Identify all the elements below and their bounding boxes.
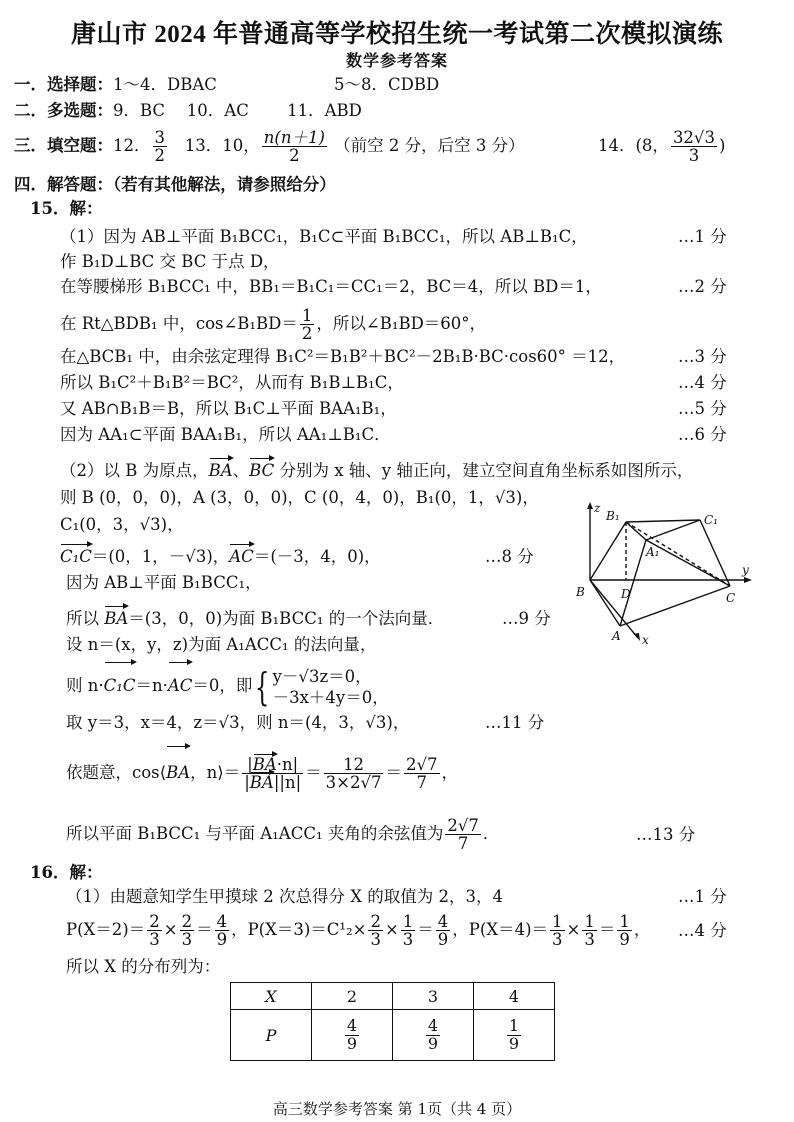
px2-f2 — [180, 913, 195, 949]
system-brace: { — [255, 664, 270, 709]
part2-label: 二．多选题： — [14, 101, 113, 120]
px2-label: P(X＝2)＝ — [66, 920, 146, 939]
table-row-header — [231, 983, 555, 1010]
part2-line — [14, 100, 362, 122]
q15-line-10: 则 B (0，0，0)，A (3，0，0)，C (0，4，0)，B₁(0，1，√3)， — [60, 488, 539, 507]
cosine-den-tail: ||n| — [273, 773, 302, 792]
cosine-den-head: | — [244, 773, 250, 792]
q15-line-16-c: ＝0，即 — [192, 676, 253, 695]
table-header-X: X — [231, 983, 312, 1010]
label-y: y — [742, 563, 749, 577]
q15-line-5: 在△BCB₁ 中，由余弦定理得 B₁C²＝B₁B²＋BC²－2B₁B·BC·cos60° ＝12， — [60, 347, 626, 366]
px4-f2-num: 1 — [584, 911, 595, 931]
q15-score-5: …5 分 — [678, 399, 727, 418]
coordinate-figure — [576, 500, 776, 650]
label-x: x — [642, 633, 649, 647]
table-header-3: 3 — [393, 983, 474, 1010]
table-cell-p4 — [474, 1010, 555, 1061]
table-cell-p3 — [393, 1010, 474, 1061]
q12-fraction — [153, 129, 168, 165]
px3-f2-den: 3 — [402, 930, 414, 949]
q15-line-18 — [66, 748, 458, 798]
q15-line-16 — [66, 664, 389, 708]
q15-line-4-a: 在 Rt△BDB₁ 中，cos∠B₁BD＝ — [60, 314, 298, 333]
px3-label: ，P(X＝3)＝C¹₂× — [231, 920, 367, 939]
px3-f2-num: 1 — [402, 911, 414, 931]
px4-eq: ＝ — [598, 920, 616, 939]
q15-line-19 — [66, 812, 499, 856]
part1-answers-b: 5～8．CDBD — [334, 75, 440, 94]
q15-score-8: …8 分 — [485, 547, 534, 566]
cosine-end: ， — [441, 763, 458, 782]
px2-f3 — [215, 913, 230, 949]
q15-line-1: （1）因为 AB⊥平面 B₁BCC₁，B₁C⊂平面 B₁BCC₁，所以 AB⊥B₁C， — [60, 227, 588, 246]
q15-score-4: …4 分 — [678, 373, 727, 392]
px2-f1-den: 3 — [149, 930, 160, 949]
vector-BC: BC — [249, 461, 275, 480]
q14-fraction — [671, 129, 717, 165]
cosine-fraction-1 — [242, 756, 303, 792]
q15-line-4 — [60, 304, 486, 344]
q15-score-13: …13 分 — [636, 825, 696, 844]
q14-line — [598, 124, 725, 168]
q16-line-2 — [66, 908, 650, 952]
p2-fraction — [345, 1015, 359, 1053]
px3-f3 — [436, 913, 451, 949]
edge-BB1 — [590, 522, 626, 580]
px4-times: × — [566, 920, 581, 939]
px2-f1-num: 2 — [149, 911, 160, 931]
q16-line-3: 所以 X 的分布列为： — [66, 957, 221, 976]
px4-end: ， — [633, 920, 651, 939]
vector-BA: BA — [208, 461, 233, 480]
q15-cos-den: 2 — [301, 324, 313, 343]
label-D: D — [621, 587, 631, 601]
q15-line-14-b: ＝(3，0，0)为面 B₁BCC₁ 的一个法向量． — [128, 609, 445, 628]
px3-f3-den: 9 — [437, 930, 449, 949]
vector-C1C-2: C₁C — [104, 664, 136, 708]
p3-num: 4 — [427, 1015, 439, 1035]
part3-line — [14, 124, 525, 168]
table-header-2: 2 — [312, 983, 393, 1010]
edge-AA1 — [620, 540, 646, 626]
z-axis-arrow — [587, 502, 593, 509]
q15-line-12-a: ＝(0，1，－√3)， — [91, 547, 230, 566]
cosine-fraction-3 — [404, 756, 440, 792]
page-footer: 高三数学参考答案 第 1页（共 4 页） — [272, 1100, 522, 1118]
q16-line-1: （1）由题意知学生甲摸球 2 次总得分 X 的取值为 2，3，4 — [66, 887, 503, 906]
q15-score-6: …6 分 — [678, 425, 727, 444]
px3-f1-num: 2 — [370, 911, 381, 931]
q15-score-1: …1 分 — [678, 227, 727, 246]
q13-label: 13．10， — [184, 136, 260, 155]
px4-f3-den: 9 — [619, 930, 630, 949]
q16-score-4: …4 分 — [678, 921, 727, 940]
q15-line-9-b: 、 — [232, 461, 250, 480]
px4-f1-num: 1 — [552, 911, 563, 931]
cosine-fraction-3-den: 7 — [416, 773, 427, 792]
q15-score-9: …9 分 — [502, 609, 551, 628]
q14-label: 14．(8， — [598, 136, 669, 155]
q15-line-16-b: ＝n· — [135, 676, 168, 695]
table-row-probability — [231, 1010, 555, 1061]
p2-den: 9 — [346, 1033, 358, 1053]
px3-f3-num: 4 — [437, 911, 449, 931]
px2-f2-num: 2 — [181, 911, 193, 931]
p3-den: 9 — [427, 1033, 439, 1053]
q15-line-9-c: 分别为 x 轴、y 轴正向，建立空间直角坐标系如图所示， — [274, 461, 694, 480]
cosine-fraction-2-den: 3×2√7 — [325, 773, 382, 792]
cosine-num-tail: ·n| — [276, 754, 299, 774]
px4-label: ，P(X＝4)＝ — [452, 920, 549, 939]
table-label-P: P — [231, 1010, 312, 1061]
vector-AC-2: AC — [168, 664, 193, 708]
p4-den: 9 — [508, 1033, 520, 1053]
q15-cos-num: 1 — [301, 305, 313, 325]
q15-line-19-a: 所以平面 B₁BCC₁ 与平面 A₁ACC₁ 夹角的余弦值为 — [66, 824, 444, 843]
q15-line-19-b: ． — [482, 824, 500, 843]
px4-f1-den: 3 — [552, 930, 563, 949]
px2-f3-num: 4 — [216, 911, 228, 931]
q16-heading: 16．解： — [30, 863, 103, 882]
px2-eq: ＝ — [196, 920, 213, 939]
page-title: 唐山市 2024 年普通高等学校招生统一考试第二次模拟演练 — [70, 21, 723, 48]
final-cosine-den: 7 — [457, 834, 469, 853]
part1-label: 一．选择题： — [14, 75, 113, 94]
q15-line-2: 作 B₁D⊥BC 交 BC 于点 D， — [60, 252, 280, 271]
part3-label: 三．填空题： — [14, 136, 113, 155]
cosine-fraction-1-num: |BA·n| — [242, 756, 303, 774]
q15-line-3: 在等腰梯形 B₁BCC₁ 中，BB₁＝B₁C₁＝CC₁＝2，BC＝4，所以 BD＝1， — [60, 277, 602, 296]
label-A1: A₁ — [646, 545, 660, 559]
label-B1: B₁ — [606, 509, 620, 523]
part1-line — [14, 74, 217, 96]
q15-line-4-b: ，所以∠B₁BD＝60°， — [316, 314, 487, 333]
px3-f2 — [401, 913, 416, 949]
part2-answers: 9．BC 10．AC 11．ABD — [113, 101, 362, 120]
q14-den: 3 — [688, 146, 700, 165]
px3-f1-den: 3 — [370, 930, 381, 949]
cosine-fraction-2-num: 12 — [324, 756, 384, 774]
q14-num: 32√3 — [672, 127, 715, 147]
part4-line — [14, 174, 336, 196]
page-subtitle: 数学参考答案 — [345, 51, 448, 70]
p3-fraction — [426, 1015, 440, 1053]
px2-times: × — [163, 920, 178, 939]
distribution-table — [230, 982, 555, 1061]
cosine-fraction-2 — [324, 756, 384, 792]
q15-line-7: 又 AB∩B₁B＝B，所以 B₁C⊥平面 BAA₁B₁， — [60, 399, 397, 418]
q15-line-13: 因为 AB⊥平面 B₁BCC₁， — [66, 573, 262, 592]
q15-score-2: …2 分 — [678, 277, 727, 296]
label-C1: C₁ — [704, 513, 718, 527]
cosine-fraction-1-den — [242, 774, 303, 791]
q15-line-11: C₁(0，3，√3)， — [60, 515, 184, 534]
px4-f3-num: 1 — [619, 911, 630, 931]
q15-line-18-a: 依题意，cos⟨ — [66, 763, 167, 782]
p4-num: 1 — [508, 1015, 520, 1035]
px3-times: × — [384, 920, 399, 939]
label-B: B — [576, 585, 585, 599]
table-cell-p2 — [312, 1010, 393, 1061]
q15-score-11: …11 分 — [485, 713, 545, 732]
q13-num: n(n＋1) — [263, 127, 325, 147]
edge-A1C1 — [646, 520, 700, 540]
q16-score-1: …1 分 — [678, 887, 727, 906]
px2-f1 — [147, 913, 162, 949]
q12-num: 3 — [154, 127, 165, 147]
equation-1: y－√3z＝0， — [272, 666, 372, 686]
label-C: C — [726, 591, 736, 605]
q15-line-14-a: 所以 — [66, 609, 105, 628]
part4-label: 四．解答题： — [14, 175, 113, 194]
q15-line-14 — [66, 608, 444, 630]
q15-line-17: 取 y＝3，x＝4，z＝√3，则 n＝(4，3，√3)， — [66, 713, 410, 732]
equation-system — [273, 666, 389, 708]
q12-label: 12． — [113, 136, 151, 155]
cosine-fraction-3-num: 2√7 — [405, 754, 438, 774]
vector-BA-5: BA — [249, 773, 274, 792]
p4-fraction — [507, 1015, 521, 1053]
q15-heading: 15．解： — [30, 199, 103, 218]
q15-line-9-a: （2）以 B 为原点， — [60, 461, 209, 480]
q15-line-18-b: ，n⟩＝ — [190, 763, 241, 782]
final-cosine-fraction — [445, 817, 481, 853]
p2-num: 4 — [346, 1015, 358, 1035]
label-A: A — [612, 629, 621, 643]
q13-den: 2 — [289, 146, 300, 165]
edge-A1B1 — [626, 522, 646, 540]
equation-2: －3x＋4y＝0， — [272, 687, 389, 707]
edge-B1C1 — [626, 520, 700, 522]
px3-f1 — [368, 913, 383, 949]
vector-BA-4: BA — [252, 754, 277, 774]
vector-BA-2: BA — [104, 609, 129, 628]
q15-line-8: 因为 AA₁⊂平面 BAA₁B₁，所以 AA₁⊥B₁C． — [60, 425, 391, 444]
q15-line-9 — [60, 460, 693, 482]
q13-fraction — [262, 129, 327, 165]
q15-line-6: 所以 B₁C²＋B₁B²＝BC²，从而有 B₁B⊥B₁C， — [60, 373, 404, 392]
edge-C1C — [700, 520, 730, 586]
px3-eq: ＝ — [417, 920, 434, 939]
q12-den: 2 — [154, 146, 165, 165]
y-axis-arrow — [744, 577, 752, 583]
q15-line-12 — [60, 546, 381, 568]
px4-f1 — [550, 913, 565, 949]
px4-f2-den: 3 — [584, 930, 595, 949]
px4-f2 — [582, 913, 597, 949]
q15-line-12-b: ＝(－3，4，0)， — [253, 547, 381, 566]
px2-f2-den: 3 — [181, 930, 193, 949]
final-cosine-num: 2√7 — [447, 815, 479, 835]
cosine-eq-2: ＝ — [385, 763, 402, 782]
x-axis-arrow — [634, 633, 640, 641]
vector-BA-3: BA — [166, 748, 190, 798]
cosine-eq-1: ＝ — [305, 763, 322, 782]
vector-AC: AC — [229, 547, 254, 566]
label-z: z — [594, 501, 601, 515]
q15-score-3: …3 分 — [678, 347, 727, 366]
q14-close: ) — [718, 136, 726, 155]
q15-cos-fraction — [300, 307, 315, 343]
q13-note: （前空 2 分，后空 3 分） — [334, 136, 525, 155]
px2-f3-den: 9 — [216, 930, 228, 949]
px4-f3 — [617, 913, 632, 949]
q15-line-16-a: 则 n· — [66, 676, 104, 695]
edge-AC — [620, 586, 730, 626]
q15-line-15: 设 n＝(x，y，z)为面 A₁ACC₁ 的法向量， — [66, 635, 377, 654]
table-header-4: 4 — [474, 983, 555, 1010]
vector-C1C: C₁C — [60, 547, 92, 566]
edge-BA — [590, 580, 620, 626]
part4-note: （若有其他解法，请参照给分） — [113, 175, 336, 194]
part1-answers-a: 1～4．DBAC — [113, 75, 217, 94]
